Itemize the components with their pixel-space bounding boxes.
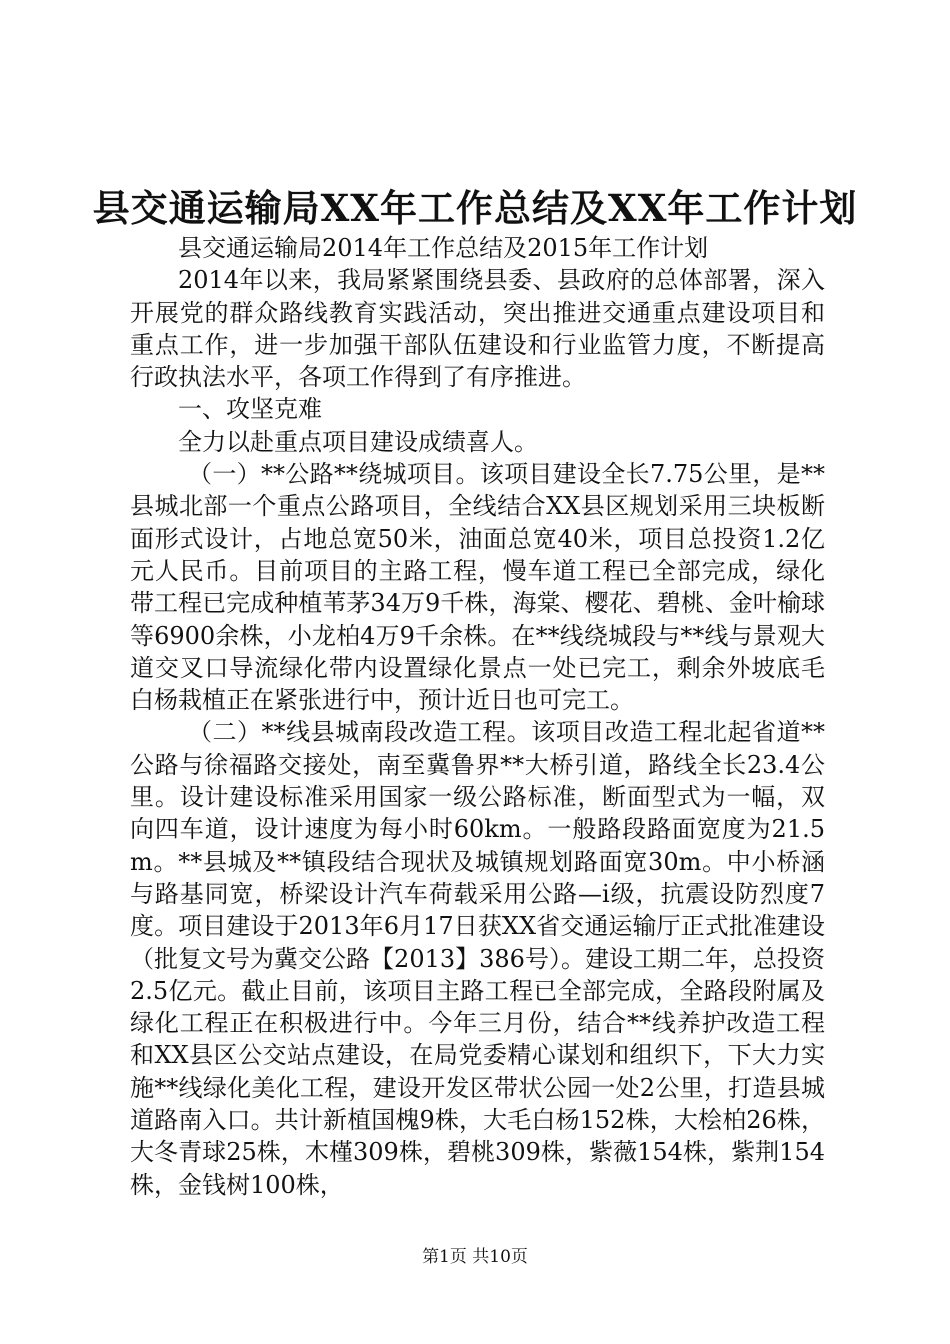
page-number-footer: 第1页 共10页 <box>422 1247 528 1267</box>
intro-paragraph: 2014年以来，我局紧紧围绕县委、县政府的总体部署，深入开展党的群众路线教育实践活动，突出推进交通重点建设项目和重点工作，进一步加强干部队伍建设和行业监管力度，不断提高行政执法水平，各项工作得到了有序推进。 <box>130 266 825 392</box>
project-two-paragraph: （二）**线县城南段改造工程。该项目改造工程北起省道**公路与徐福路交接处，南至冀鲁界**大桥引道，路线全长23.4公里。设计建设标准采用国家一级公路标准，断面型式为一幅，双向四车道，设计速度为每小时60km。一般路段路面宽度为21.5m。**县城及**镇段结合现状及城镇规划路面宽30m。中小桥涵与路基同宽，桥梁设计汽车荷载采用公路—i级，抗震设防烈度7度。项目建设于2013年6月17日获XX省交通运输厅正式批准建设（批复文号为冀交公路【2013】386号）。建设工期二年，总投资2.5亿元。截止目前，该项目主路工程已全部完成，全路段附属及绿化工程正在积极进行中。今年三月份，结合**线养护改造工程和XX县区公交站点建设，在局党委精心谋划和组织下，下大力实施**线绿化美化工程，建设开发区带状公园一处2公里，打造县城道路南入口。共计新植国槐9株，大毛白杨152株，大桧柏26株，大冬青球25株，木槿309株，碧桃309株，紫薇154株，紫荆154株，金钱树100株， <box>130 718 825 1199</box>
document-title: 县交通运输局XX年工作总结及XX年工作计划 <box>92 186 858 230</box>
section-lead-paragraph: 全力以赴重点项目建设成绩喜人。 <box>178 427 538 456</box>
section-heading: 一、攻坚克难 <box>178 395 322 424</box>
document-body <box>130 232 825 1201</box>
project-one-paragraph: （一）**公路**绕城项目。该项目建设全长7.75公里，是**县城北部一个重点公路项目，全线结合XX县区规划采用三块板断面形式设计，占地总宽50米，油面总宽40米，项目总投资1.2亿元人民币。目前项目的主路工程，慢车道工程已全部完成，绿化带工程已完成种植苇茅34万9千株，海棠、樱花、碧桃、金叶榆球等6900余株，小龙柏4万9千余株。在**线绕城段与**线与景观大道交叉口导流绿化带内设置绿化景点一处已完工，剩余外坡底毛白杨栽植正在紧张进行中，预计近日也可完工。 <box>130 460 825 715</box>
subtitle-paragraph: 县交通运输局2014年工作总结及2015年工作计划 <box>178 234 709 262</box>
